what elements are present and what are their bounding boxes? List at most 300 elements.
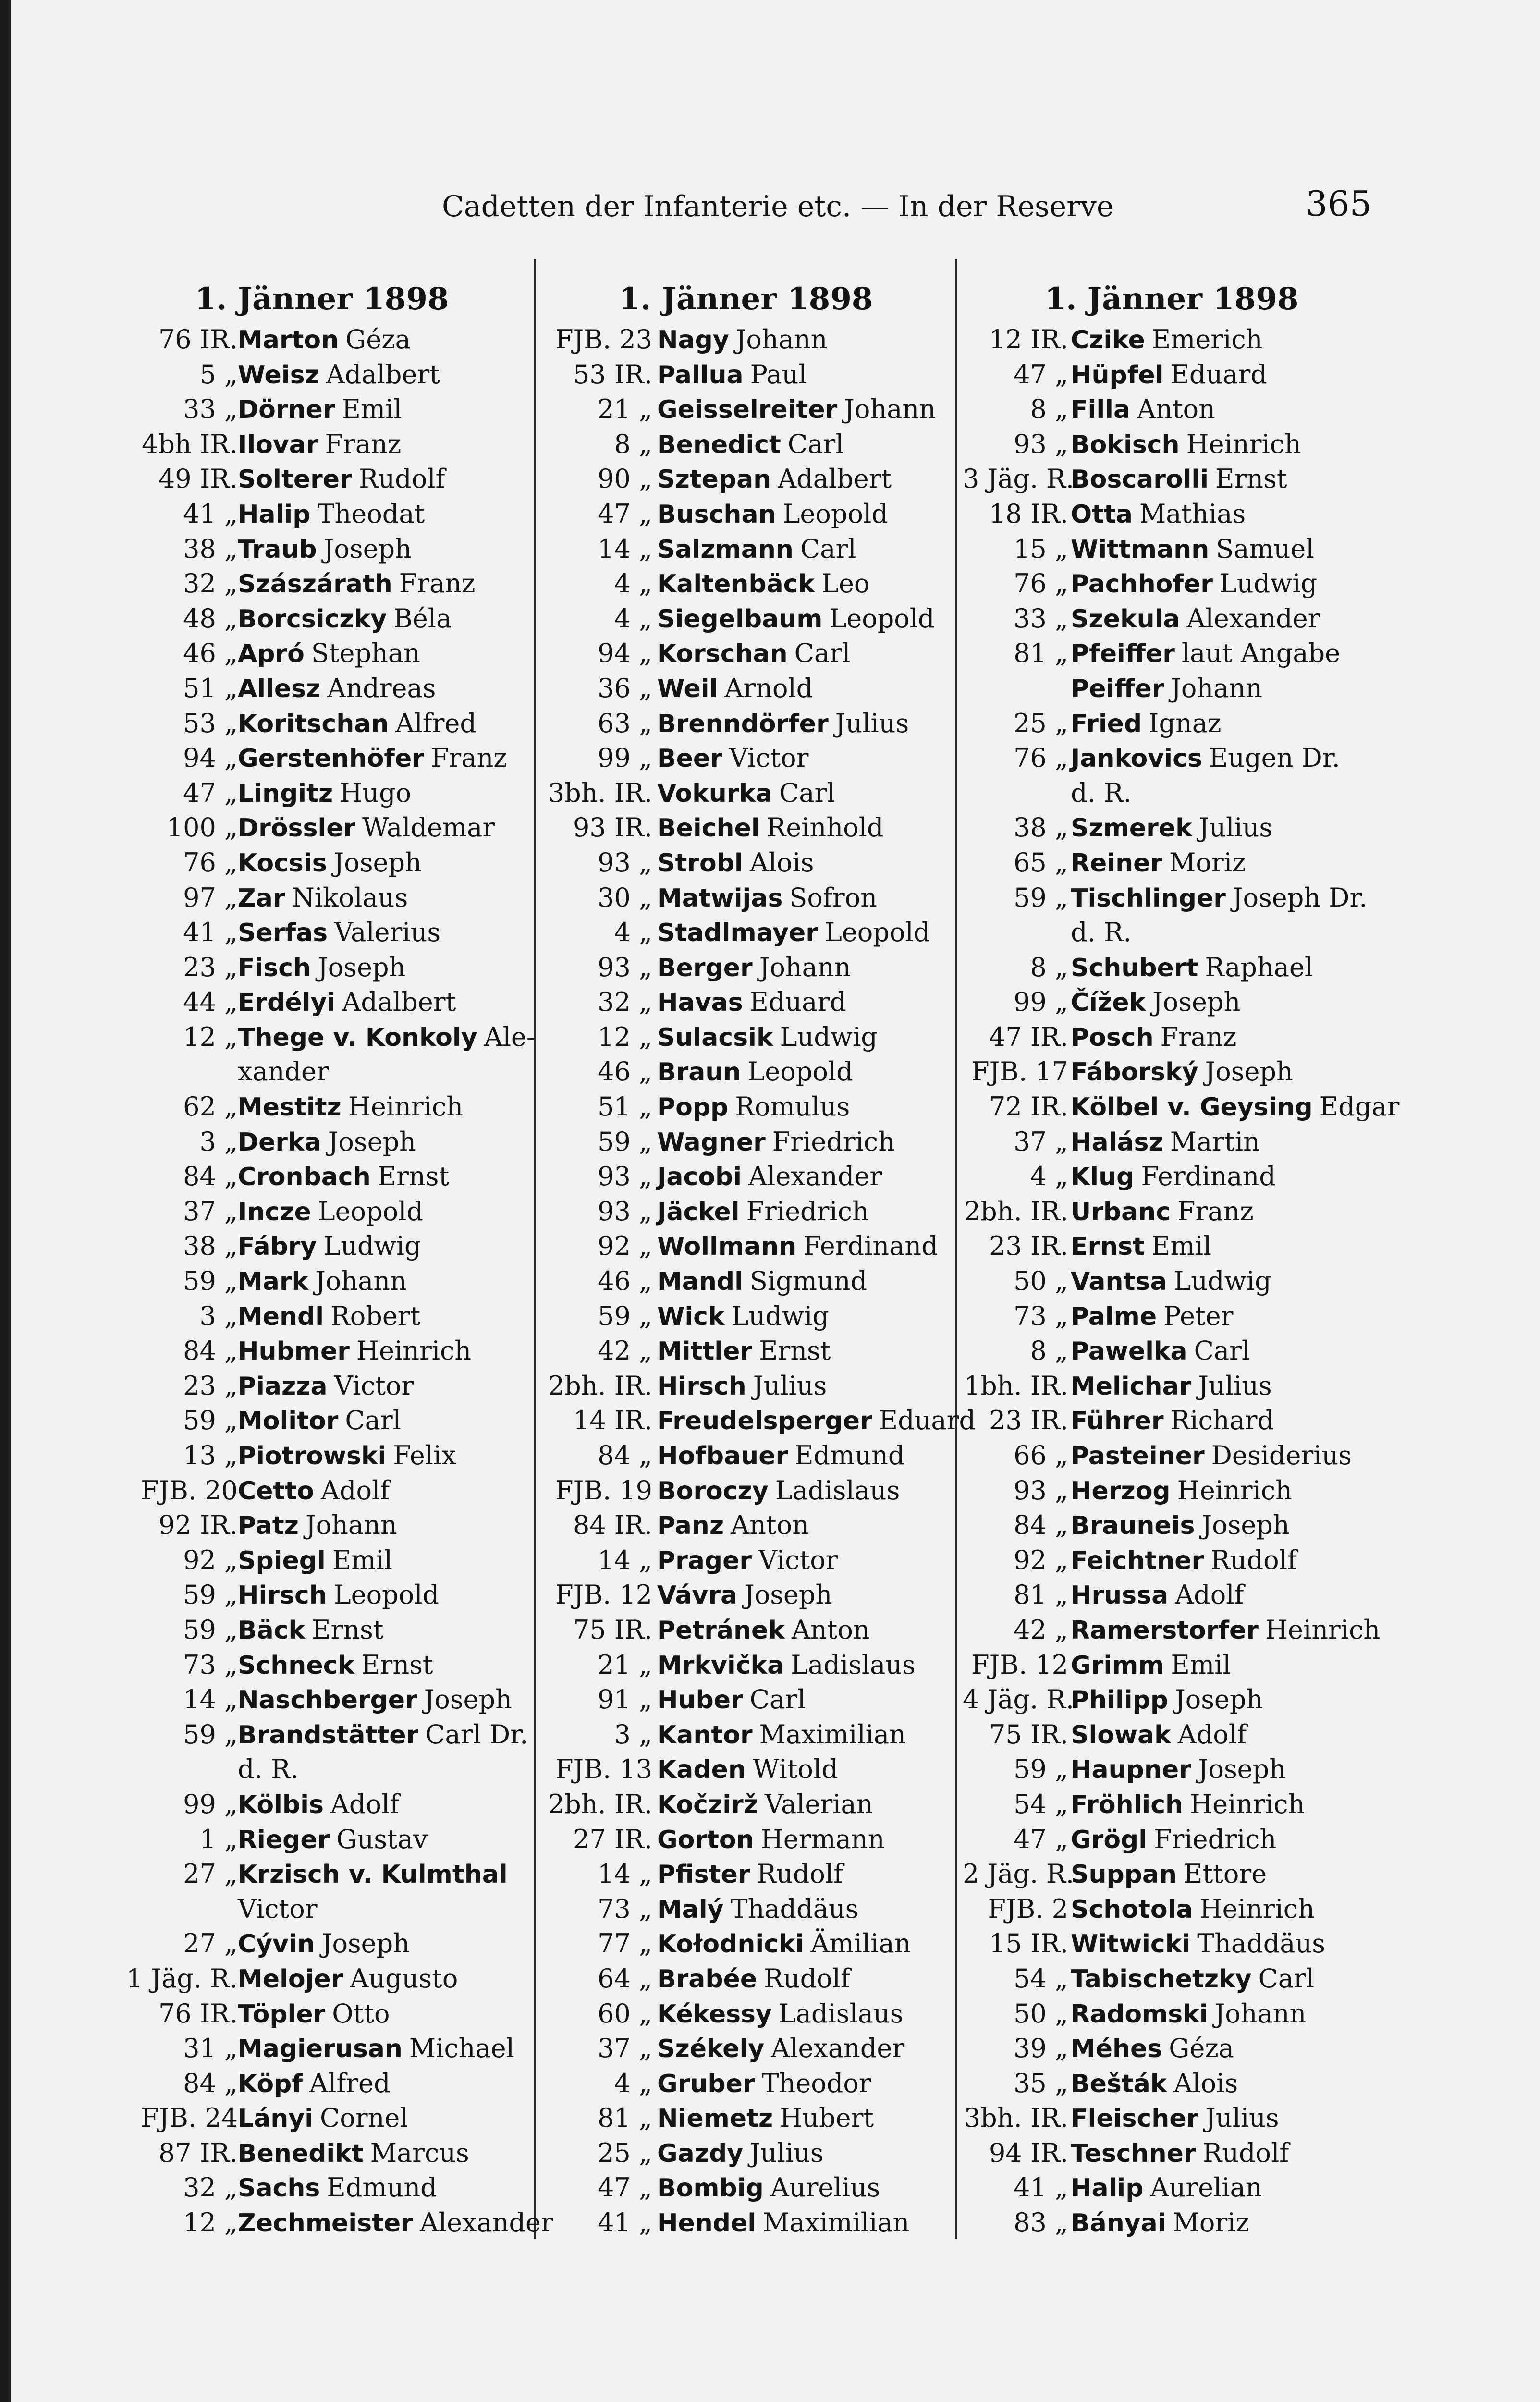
regiment-label: 25 „	[1014, 708, 1068, 738]
person-name	[1071, 1787, 1305, 1823]
person-name	[1071, 846, 1246, 881]
given-name: Desiderius	[1211, 1440, 1352, 1471]
given-name: Ernst	[312, 1614, 384, 1645]
surname: Rieger	[238, 1825, 330, 1854]
person-name	[1071, 1961, 1314, 1997]
regiment-label: 31 „	[183, 2033, 238, 2064]
list-item	[115, 2101, 528, 2136]
list-item	[963, 1578, 1381, 1613]
person-name	[1071, 322, 1262, 358]
surname: Köpf	[238, 2069, 303, 2098]
regiment-label: 38 „	[183, 1231, 238, 1262]
regiment-label: 48 „	[183, 603, 238, 634]
list-column-1	[115, 281, 553, 2241]
list-item	[963, 2170, 1381, 2206]
given-name: Leopold	[829, 603, 935, 634]
surname: Čížek	[1071, 988, 1146, 1017]
surname: Solterer	[238, 465, 352, 494]
surname: Tabischetzky	[1071, 1964, 1252, 1994]
person-name	[1071, 636, 1340, 672]
given-name: Emil	[1171, 1649, 1231, 1680]
given-name: Franz	[399, 568, 476, 599]
list-item	[542, 1054, 950, 1090]
list-item	[542, 2031, 950, 2066]
regiment-label: 44 „	[183, 987, 238, 1017]
given-name: Franz	[430, 743, 507, 773]
person-name	[657, 1717, 906, 1753]
given-name: Michael	[409, 2033, 514, 2064]
regiment-label: 84 „	[183, 1161, 238, 1192]
given-name: Carl	[345, 1405, 401, 1436]
regiment-label: 51 „	[183, 673, 238, 703]
person-name	[1071, 1229, 1211, 1264]
regiment-label: 37 „	[1014, 1126, 1068, 1157]
person-name	[657, 1578, 832, 1613]
surname: Peiffer	[1071, 674, 1164, 703]
surname: Marton	[238, 326, 339, 355]
regiment-label: 63 „	[598, 708, 652, 738]
surname: Kocsis	[238, 848, 327, 878]
regiment-label: FJB. 23	[555, 324, 652, 355]
list-item	[542, 1752, 950, 1787]
surname: Fleischer	[1071, 2104, 1199, 2133]
regiment-label: 33 „	[183, 394, 238, 425]
list-item	[542, 1194, 950, 1229]
person-name	[238, 636, 420, 672]
person-name	[657, 985, 846, 1020]
person-name	[657, 1997, 903, 2032]
person-name	[1071, 532, 1314, 567]
list-item	[115, 2206, 553, 2241]
given-name: Paul	[750, 359, 807, 390]
person-name	[657, 1125, 895, 1160]
person-name	[1071, 2136, 1289, 2171]
list-item	[542, 1613, 950, 1648]
surname: Slowak	[1071, 1720, 1171, 1750]
regiment-label: 54 „	[1014, 1963, 1068, 1994]
given-name: Felix	[393, 1440, 456, 1471]
person-name	[238, 2206, 553, 2241]
surname: Cetto	[238, 1476, 314, 1506]
surname: Salzmann	[657, 535, 794, 564]
given-name: Otto	[332, 1998, 390, 2029]
person-name	[238, 2101, 408, 2136]
regiment-label: 54 „	[1014, 1789, 1068, 1819]
given-name: Joseph	[1198, 1754, 1286, 1785]
surname: Beer	[657, 744, 722, 773]
list-item	[963, 2101, 1381, 2136]
regiment-label: 92 „	[598, 1231, 652, 1262]
regiment-label: 84 „	[183, 1336, 238, 1366]
regiment-label: 4 „	[1030, 1161, 1068, 1192]
entry-list	[542, 322, 976, 2241]
given-name: Alois	[749, 847, 814, 878]
surname: Fröhlich	[1071, 1790, 1184, 1819]
person-name	[238, 1578, 439, 1613]
surname: Weil	[657, 674, 718, 703]
person-name	[657, 810, 883, 846]
list-item	[542, 1438, 950, 1473]
person-name	[1071, 1299, 1233, 1335]
person-name	[657, 2206, 909, 2241]
given-name: Nikolaus	[292, 882, 408, 913]
surname: Wollmann	[657, 1232, 797, 1262]
regiment-label: 23 IR.	[989, 1405, 1068, 1436]
list-item	[963, 1787, 1381, 1822]
regiment-label: 93 „	[598, 847, 652, 878]
list-item	[963, 357, 1381, 392]
surname: Beichel	[657, 814, 760, 843]
regiment-label: 94 „	[183, 743, 238, 773]
given-name: Marcus	[370, 2137, 469, 2168]
person-name	[1071, 1508, 1290, 1544]
surname: Piazza	[238, 1372, 328, 1401]
regiment-label: 87 IR.	[158, 2137, 238, 2168]
regiment-label: 21 „	[598, 394, 652, 425]
list-item	[542, 1090, 950, 1125]
surname: Petránek	[657, 1616, 785, 1645]
given-name: Joseph	[333, 847, 422, 878]
given-name: Carl Dr.	[425, 1719, 528, 1750]
person-name	[657, 1403, 976, 1439]
given-name: Alexander	[771, 2033, 905, 2064]
list-item	[115, 741, 528, 776]
list-item	[963, 1961, 1381, 1997]
surname: Sulacsik	[657, 1023, 773, 1052]
person-name	[238, 1229, 421, 1264]
list-item	[542, 2101, 950, 2136]
given-name: Reinhold	[766, 812, 884, 843]
surname: Molitor	[238, 1407, 339, 1436]
given-name: Joseph	[744, 1580, 832, 1610]
surname: Allesz	[238, 674, 321, 703]
list-item	[115, 601, 528, 637]
given-name: Edmund	[327, 2172, 437, 2203]
list-item	[963, 1438, 1381, 1473]
given-name: Joseph	[424, 1684, 512, 1715]
regiment-label: 25 „	[598, 2137, 652, 2168]
given-name: Valerian	[764, 1789, 873, 1819]
given-name: Gustav	[336, 1824, 428, 1854]
regiment-label: 50 „	[1014, 1998, 1068, 2029]
list-item	[542, 462, 950, 497]
person-name	[1071, 1543, 1297, 1579]
regiment-label: 12 „	[598, 1021, 652, 1052]
list-item	[115, 1403, 528, 1438]
person-name	[657, 1229, 938, 1264]
person-name	[657, 392, 936, 428]
list-item	[542, 1299, 950, 1334]
given-name: Thaddäus	[1197, 1928, 1325, 1959]
given-name: Hermann	[760, 1824, 885, 1854]
regiment-label: 8 „	[1030, 1336, 1068, 1366]
regiment-label: 81 „	[1014, 1580, 1068, 1610]
list-item	[115, 322, 528, 357]
list-item	[115, 671, 528, 706]
person-name	[238, 1613, 384, 1648]
person-name	[238, 427, 401, 463]
regiment-label: 97 „	[183, 882, 238, 913]
list-item	[963, 392, 1381, 427]
regiment-label: 12 „	[183, 2207, 238, 2238]
person-name	[1071, 1857, 1267, 1892]
regiment-label: 99 „	[1014, 987, 1068, 1017]
surname: Kölbel v. Geysing	[1071, 1093, 1313, 1122]
given-name: Alexander	[419, 2207, 553, 2238]
list-item	[115, 1543, 528, 1578]
list-item	[963, 1229, 1381, 1264]
person-name	[657, 1334, 831, 1369]
surname: Boscarolli	[1071, 465, 1209, 494]
list-item	[115, 1508, 528, 1543]
regiment-label: 14 IR.	[573, 1405, 652, 1436]
person-name	[1071, 1717, 1247, 1753]
given-name: Eugen Dr.	[1209, 743, 1340, 773]
person-name	[238, 1926, 410, 1962]
regiment-label: 41 „	[1014, 2172, 1068, 2203]
surname: Sachs	[238, 2174, 320, 2203]
given-name: Heinrich	[1177, 1475, 1292, 1506]
person-name	[657, 1961, 850, 1997]
surname: Fried	[1071, 709, 1142, 738]
list-item	[115, 1648, 528, 1683]
column-title: 1. Jänner 1898	[1044, 281, 1299, 317]
regiment-label: 92 „	[1014, 1544, 1068, 1575]
given-name: Joseph	[321, 1928, 410, 1959]
surname: Pfister	[657, 1860, 750, 1889]
surname: Kočzirž	[657, 1790, 758, 1819]
surname: Kékessy	[657, 1999, 772, 2029]
list-item	[542, 357, 950, 392]
given-name: Leopold	[782, 498, 888, 529]
surname: Hirsch	[657, 1372, 746, 1401]
given-name: Heinrich	[1186, 429, 1301, 459]
given-name: Ladislaus	[775, 1475, 900, 1506]
given-name: Anton	[1137, 394, 1215, 425]
list-item	[963, 1613, 1381, 1648]
surname: Strobl	[657, 848, 743, 878]
person-name	[657, 1752, 838, 1788]
given-name: Stephan	[311, 638, 420, 669]
list-item	[542, 497, 950, 532]
list-item	[542, 1997, 950, 2032]
list-item	[115, 1682, 528, 1717]
person-name	[238, 322, 411, 358]
person-name	[657, 881, 877, 916]
surname: Ramerstorfer	[1071, 1616, 1259, 1645]
given-name: Victor	[238, 1893, 318, 1924]
list-item	[115, 1961, 528, 1997]
surname: Kantor	[657, 1720, 753, 1750]
given-name: Adalbert	[342, 987, 456, 1017]
regiment-label: 14 „	[598, 1859, 652, 1889]
person-name	[238, 2136, 469, 2171]
regiment-label: 73 „	[1014, 1300, 1068, 1331]
list-column-3	[963, 281, 1400, 2241]
person-name	[657, 671, 813, 707]
person-name	[1071, 1892, 1315, 1927]
list-item	[115, 2031, 528, 2066]
given-name: Valerius	[334, 917, 441, 948]
person-name	[657, 1648, 916, 1683]
given-name: Friedrich	[1154, 1824, 1277, 1854]
list-item	[542, 1822, 950, 1857]
regiment-label: 35 „	[1014, 2068, 1068, 2098]
given-name: Leopold	[747, 1056, 853, 1087]
surname: Prager	[657, 1546, 752, 1575]
regiment-label: 8 „	[614, 429, 652, 459]
surname: Zar	[238, 883, 285, 913]
surname: Zechmeister	[238, 2209, 413, 2238]
surname: Magierusan	[238, 2034, 403, 2064]
list-item	[115, 1787, 528, 1822]
given-name: Johann	[315, 1266, 407, 1297]
list-item	[963, 532, 1381, 567]
list-item	[963, 1264, 1381, 1299]
list-item	[963, 1682, 1381, 1717]
surname: Sztepan	[657, 465, 771, 494]
given-name: Rudolf	[1202, 2137, 1289, 2168]
given-name: Ludwig	[780, 1021, 878, 1052]
surname: Matwijas	[657, 883, 783, 913]
person-name	[238, 1787, 399, 1823]
surname: Szmerek	[1071, 814, 1192, 843]
given-name: Moriz	[1169, 847, 1246, 878]
regiment-label: 53 „	[183, 708, 238, 738]
regiment-label: 64 „	[598, 1963, 652, 1994]
given-name: Franz	[1177, 1196, 1254, 1226]
given-name: Julius	[1198, 812, 1273, 843]
list-item	[963, 881, 1381, 916]
person-name	[238, 1473, 390, 1509]
list-item	[542, 810, 950, 846]
surname: Gorton	[657, 1825, 754, 1854]
person-name	[657, 2136, 824, 2171]
regiment-label: 27 „	[183, 1928, 238, 1959]
entry-list	[115, 322, 553, 2241]
person-name	[657, 322, 827, 358]
column-rule-2	[955, 259, 957, 2239]
given-name: Adolf	[1177, 1719, 1247, 1750]
list-item	[963, 1508, 1381, 1543]
regiment-label: 92 IR.	[158, 1510, 238, 1541]
list-item	[542, 950, 950, 985]
list-item	[542, 1926, 950, 1961]
person-name	[657, 1159, 882, 1195]
regiment-label: 49 IR.	[158, 464, 238, 494]
surname: Vantsa	[1071, 1267, 1167, 1297]
list-item	[115, 950, 528, 985]
person-name	[1071, 427, 1301, 463]
given-name: Sigmund	[749, 1266, 868, 1297]
regiment-label: 76 IR.	[158, 324, 238, 355]
regiment-label: 59 „	[598, 1300, 652, 1331]
person-name	[657, 950, 851, 986]
surname: Fisch	[238, 953, 311, 982]
regiment-label: 47 „	[1014, 1824, 1068, 1854]
given-name: Rudolf	[1210, 1544, 1297, 1575]
given-name: Johann	[844, 394, 936, 425]
person-name	[657, 1508, 809, 1544]
regiment-label: 72 IR.	[989, 1091, 1068, 1122]
person-name	[657, 741, 808, 776]
person-name	[238, 1892, 318, 1927]
list-item	[115, 1125, 528, 1160]
person-name	[238, 601, 452, 637]
surname: Mendl	[238, 1302, 324, 1331]
surname: Lányi	[238, 2104, 313, 2133]
given-name: Johann	[1171, 673, 1262, 703]
list-item	[542, 1857, 950, 1892]
given-name: Eduard	[1170, 359, 1267, 390]
person-name	[1071, 950, 1313, 986]
regiment-label: 39 „	[1014, 2033, 1068, 2064]
regiment-label: 94 „	[598, 638, 652, 669]
regiment-label: 76 IR.	[158, 1998, 238, 2029]
person-name	[657, 462, 892, 497]
regiment-label: 62 „	[183, 1091, 238, 1122]
list-item	[542, 1682, 950, 1717]
list-item	[115, 985, 528, 1020]
person-name	[1071, 2066, 1238, 2102]
person-name	[657, 2170, 880, 2206]
given-name: Witold	[752, 1754, 838, 1785]
regiment-label: 2bh. IR.	[548, 1370, 652, 1401]
surname: Braun	[657, 1058, 741, 1087]
given-name: Carl	[787, 429, 844, 459]
column-rule-1	[534, 259, 536, 2239]
surname: Tischlinger	[1071, 883, 1226, 913]
regiment-label: 99 „	[183, 1789, 238, 1819]
regiment-label: 100 „	[166, 812, 238, 843]
person-name	[1071, 1020, 1236, 1055]
given-name: Joseph	[1152, 987, 1241, 1017]
regiment-label: 46 „	[598, 1266, 652, 1297]
surname: Huber	[657, 1686, 743, 1715]
given-name: Edgar	[1319, 1091, 1400, 1122]
regiment-label: 81 „	[598, 2103, 652, 2133]
surname: Kaltenbäck	[657, 570, 815, 599]
list-item	[115, 1264, 528, 1299]
given-name: Joseph	[323, 533, 412, 564]
list-item	[542, 1403, 976, 1438]
given-name: Sofron	[789, 882, 878, 913]
given-name: Heinrich	[1265, 1614, 1381, 1645]
surname: Geisselreiter	[657, 395, 838, 425]
list-item	[115, 1090, 528, 1125]
given-name: Ludwig	[1219, 568, 1318, 599]
given-name: Johann	[305, 1510, 397, 1541]
regiment-label: 73 „	[183, 1649, 238, 1680]
regiment-label: 77 „	[598, 1928, 652, 1959]
regiment-label: 3 „	[199, 1300, 238, 1331]
person-name	[238, 1020, 535, 1055]
surname: Töpler	[238, 1999, 326, 2029]
surname: Thege v. Konkoly	[238, 1023, 477, 1052]
surname: Otta	[1071, 500, 1133, 529]
list-item	[963, 1369, 1381, 1404]
list-item	[115, 846, 528, 881]
person-name	[238, 1752, 299, 1788]
surname: Vokurka	[657, 779, 773, 808]
person-name	[238, 810, 495, 846]
person-name	[238, 881, 408, 916]
list-item	[115, 497, 528, 532]
person-name	[238, 1054, 329, 1090]
surname: Halip	[238, 500, 311, 529]
list-item	[963, 741, 1381, 776]
list-item	[115, 636, 528, 671]
